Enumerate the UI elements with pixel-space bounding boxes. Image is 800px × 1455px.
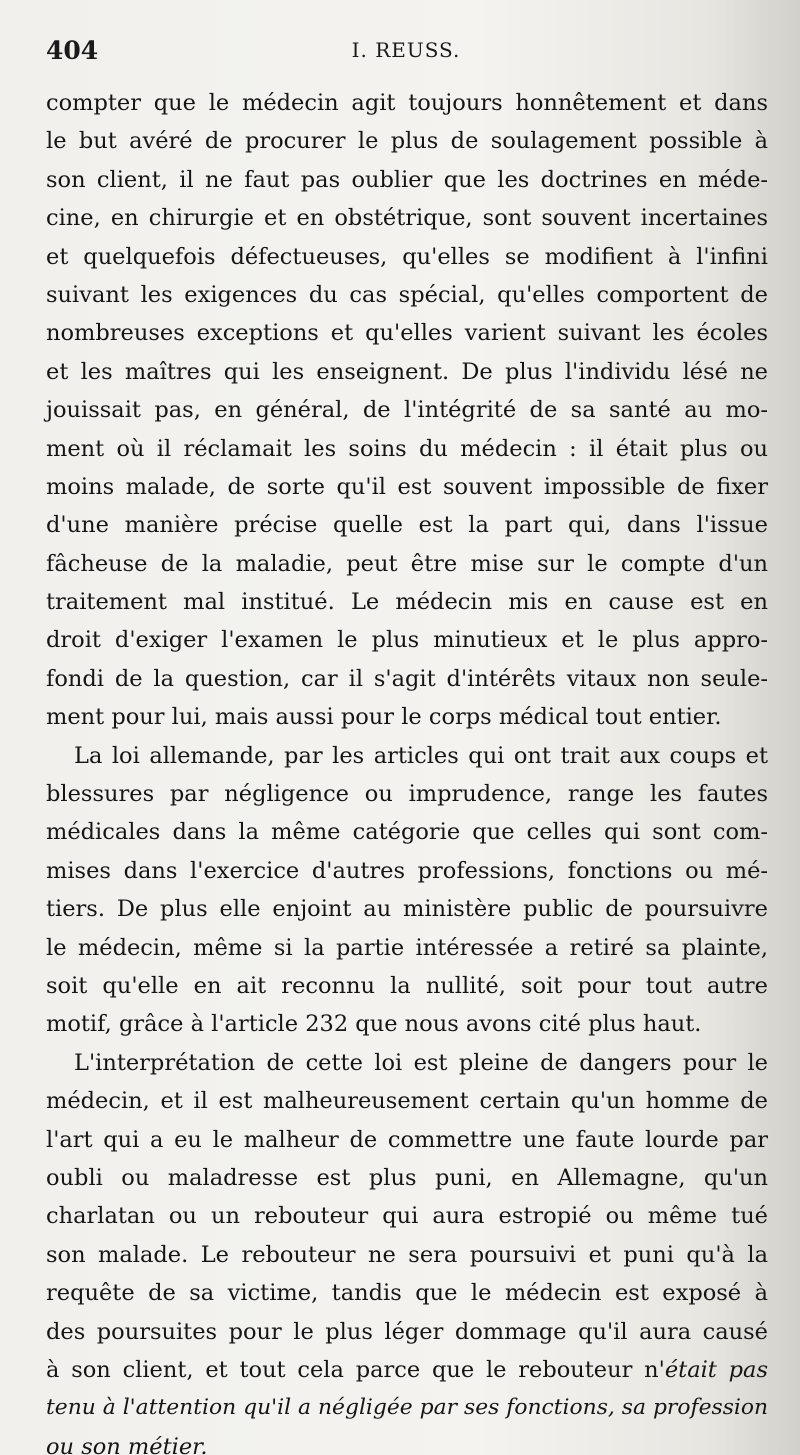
text-line: traitement mal institué. Le médecin mis en cause est en bbox=[46, 589, 768, 616]
text-line: et les maîtres qui les enseignent. De plus l'individu lésé ne bbox=[46, 358, 768, 385]
text-line: compter que le médecin agit toujours honnêtement et dans bbox=[46, 90, 768, 116]
text-line: et quelquefois défectueuses, qu'elles se modifient à l'infini bbox=[46, 243, 768, 270]
text-line: médicales dans la même catégorie que celles qui sont com- bbox=[46, 819, 768, 846]
text-line: nombreuses exceptions et qu'elles varient suivant les écoles bbox=[46, 320, 768, 347]
text-line: moins malade, de sorte qu'il est souvent impossible de fixer bbox=[46, 473, 768, 500]
text-line: le but avéré de procurer le plus de soulagement possible à bbox=[46, 128, 768, 155]
text-line: requête de sa victime, tandis que le médecin est exposé à bbox=[46, 1280, 768, 1307]
text-line: fâcheuse de la maladie, peut être mise sur le compte d'un bbox=[46, 550, 768, 577]
body-text bbox=[46, 84, 768, 1455]
text-line: d'une manière précise quelle est la part qui, dans l'issue bbox=[46, 512, 768, 539]
text-line: charlatan ou un rebouteur qui aura estropié ou même tué bbox=[46, 1203, 768, 1230]
text-line: fondi de la question, car il s'agit d'intérêts vitaux non seule- bbox=[46, 665, 768, 692]
text-line: blessures par négligence ou imprudence, range les fautes bbox=[46, 781, 768, 808]
text-line: droit d'exiger l'examen le plus minutieux et le plus appro- bbox=[46, 627, 768, 654]
text-line: L'interprétation de cette loi est pleine de dangers pour le bbox=[74, 1049, 768, 1076]
text-line: tenu à l'attention qu'il a négligée par ses fonctions, sa profession bbox=[46, 1395, 769, 1421]
text-line: des poursuites pour le plus léger dommage qu'il aura causé bbox=[46, 1318, 768, 1345]
running-head: I. REUSS. bbox=[351, 38, 461, 62]
text-line: le médecin, même si la partie intéressée a retiré sa plainte, bbox=[46, 934, 768, 961]
text-line: son client, il ne faut pas oublier que les doctrines en méde- bbox=[46, 166, 768, 193]
text-line: l'art qui a eu le malheur de commettre une faute lourde par bbox=[46, 1126, 768, 1153]
text-line: médecin, et il est malheureusement certain qu'un homme de bbox=[46, 1088, 768, 1115]
text-line: soit qu'elle en ait reconnu la nullité, soit pour tout autre bbox=[46, 972, 768, 999]
text-line: suivant les exigences du cas spécial, qu'elles comportent de bbox=[46, 281, 768, 308]
page-number: 404 bbox=[46, 36, 99, 65]
text-line: cine, en chirurgie et en obstétrique, sont souvent incertaines bbox=[46, 205, 768, 232]
text-line: La loi allemande, par les articles qui ont trait aux coups et bbox=[74, 742, 768, 769]
text-line: son malade. Le rebouteur ne sera poursuivi et puni qu'à la bbox=[46, 1241, 768, 1268]
page-header bbox=[46, 36, 766, 68]
text-line: tiers. De plus elle enjoint au ministère public de poursuivre bbox=[46, 896, 768, 923]
text-line: jouissait pas, en général, de l'intégrité de sa santé au mo- bbox=[46, 397, 768, 424]
text-line: motif, grâce à l'article 232 que nous avons cité plus haut. bbox=[46, 1011, 702, 1038]
text-line: ou son métier. bbox=[46, 1433, 208, 1455]
text-line: ment où il réclamait les soins du médecin : il était plus ou bbox=[46, 435, 768, 462]
text-line: à son client, et tout cela parce que le rebouteur n'était pas bbox=[46, 1356, 768, 1383]
text-line: ment pour lui, mais aussi pour le corps médical tout entier. bbox=[46, 704, 722, 731]
text-line: oubli ou maladresse est plus puni, en Allemagne, qu'un bbox=[46, 1164, 768, 1191]
text-line: mises dans l'exercice d'autres professions, fonctions ou mé- bbox=[46, 857, 768, 884]
